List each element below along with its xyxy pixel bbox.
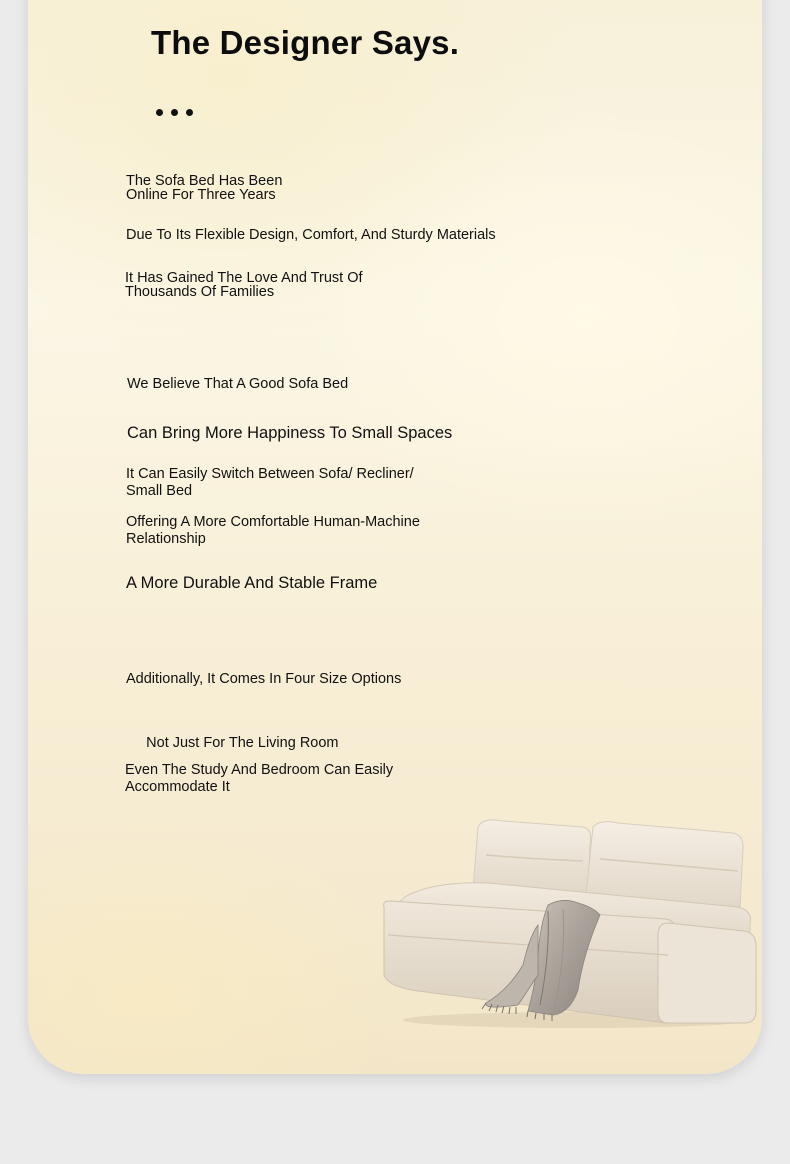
dot [171,109,178,116]
paragraph-small-spaces [127,424,452,442]
paragraph-good-sofa-bed [127,377,348,391]
paragraph-human-machine [126,514,420,547]
paragraph-flexible-design [126,228,496,242]
paragraph-durable-frame [126,574,377,592]
paragraph-line: Accommodate It [125,778,230,795]
paragraph-line: Offering A More Comfortable Human-Machine [126,514,420,530]
paragraph-study-bedroom [125,762,393,795]
paragraph-line: Can Bring More Happiness To Small Spaces [127,424,453,442]
paragraph-line: It Can Easily Switch Between Sofa/ Recliner/ [126,466,414,482]
paragraph-line: We Believe That A Good Sofa Bed [127,376,349,392]
paragraph-online-years [126,174,282,202]
paragraph-line: Due To Its Flexible Design, Comfort, And Sturdy Materials [126,227,496,243]
dot [156,109,163,116]
dot [186,109,193,116]
paragraph-line: Not Just For The Living Room [142,735,339,751]
paragraph-line: It Has Gained The Love And Trust Of [125,270,363,286]
paragraph-line: A More Durable And Stable Frame [126,574,378,592]
sofa-bed-image [378,815,758,1030]
paragraph-switch-modes [126,466,414,499]
paragraph-line: Thousands Of Families [125,284,275,300]
paragraph-living-room [126,722,339,764]
paragraph-line: Additionally, It Comes In Four Size Options [126,671,402,687]
paragraph-line: The Sofa Bed Has Been [126,173,283,189]
paragraph-size-options [126,672,401,686]
ellipsis-dots-icon [156,109,193,116]
paragraph-love-trust [125,271,363,299]
paragraph-line: Relationship [126,530,206,547]
paragraph-line: Even The Study And Bedroom Can Easily [125,762,394,778]
paragraph-line: Small Bed [126,482,193,499]
paragraph-line: Online For Three Years [126,187,276,203]
page-title: The Designer Says. [151,24,460,61]
